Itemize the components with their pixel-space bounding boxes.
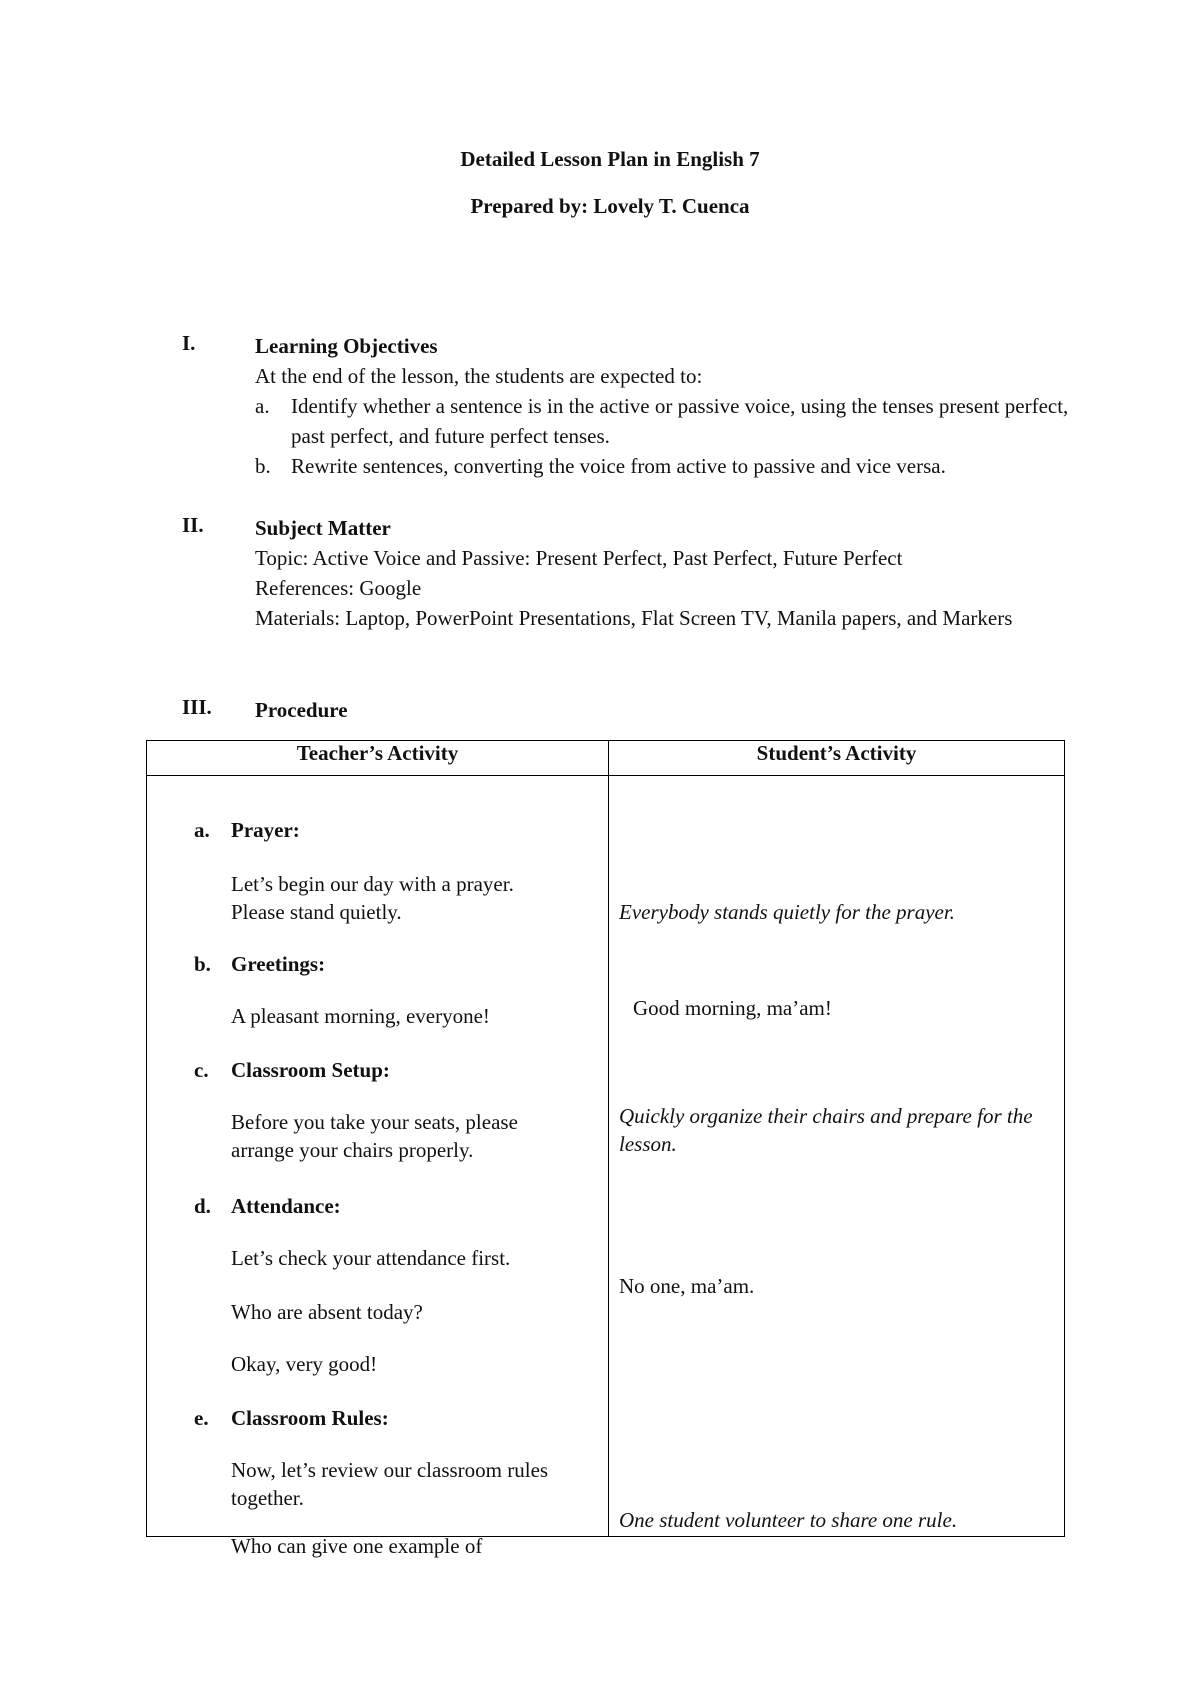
prepared-by: Prepared by: Lovely T. Cuenca (470, 194, 750, 218)
teacher-text: Now, let’s review our classroom rules together. (231, 1458, 549, 1510)
teacher-text: Let’s check your attendance first. (231, 1246, 511, 1270)
teacher-text: Who are absent today? (231, 1300, 423, 1324)
teacher-text: A pleasant morning, everyone! (231, 1004, 490, 1028)
document-title: Detailed Lesson Plan in English 7 (460, 147, 760, 171)
section-body (255, 331, 1075, 481)
item-letter: c. (194, 1058, 209, 1082)
procedure-table (146, 740, 1065, 1558)
item-label: Greetings: (231, 952, 326, 976)
item-letter: b. (194, 952, 211, 976)
section-numeral: II. (182, 513, 204, 537)
objective-text: Identify whether a sentence is in the active or passive voice, using the tenses present perfect, past perfect, and future perfect tenses. (291, 394, 1069, 448)
section-body (255, 695, 1075, 725)
item-letter: a. (194, 818, 210, 842)
teacher-text: Let’s begin our day with a prayer. Please stand quietly. (231, 872, 514, 924)
references-line: References: Google (255, 576, 422, 600)
student-activity-header: Student’s Activity (609, 741, 1065, 776)
objective-item (255, 391, 1075, 451)
section-title: Learning Objectives (255, 334, 438, 358)
teacher-text: Who can give one example of (231, 1534, 483, 1558)
list-marker: a. (255, 394, 270, 418)
list-marker: b. (255, 454, 271, 478)
item-letter: d. (194, 1194, 211, 1218)
item-label: Classroom Setup: (231, 1058, 390, 1082)
objectives-intro: At the end of the lesson, the students are expected to: (255, 364, 703, 388)
student-response: Quickly organize their chairs and prepare for the lesson. (619, 1104, 1033, 1156)
section-numeral: III. (182, 695, 212, 719)
objective-item (255, 451, 1075, 481)
student-response: No one, ma’am. (619, 1274, 755, 1298)
item-label: Prayer: (231, 818, 300, 842)
student-response: Everybody stands quietly for the prayer. (619, 900, 955, 924)
section-numeral: I. (182, 331, 196, 355)
section-title: Procedure (255, 698, 348, 722)
student-response: One student volunteer to share one rule. (619, 1508, 958, 1532)
section-body (255, 513, 1075, 633)
objective-text: Rewrite sentences, converting the voice from active to passive and vice versa. (291, 454, 946, 478)
student-response: Good morning, ma’am! (633, 996, 832, 1020)
teacher-activity-header: Teacher’s Activity (147, 741, 609, 776)
student-activity-cell (609, 776, 1065, 1537)
section-title: Subject Matter (255, 516, 391, 540)
teacher-text: Before you take your seats, please arrange your chairs properly. (231, 1110, 518, 1162)
item-label: Attendance: (231, 1194, 341, 1218)
item-letter: e. (194, 1406, 209, 1430)
teacher-activity-cell (147, 776, 609, 1558)
materials-line: Materials: Laptop, PowerPoint Presentations, Flat Screen TV, Manila papers, and Markers (255, 606, 1013, 630)
teacher-text: Okay, very good! (231, 1352, 378, 1376)
topic-line: Topic: Active Voice and Passive: Present Perfect, Past Perfect, Future Perfect (255, 546, 903, 570)
item-label: Classroom Rules: (231, 1406, 389, 1430)
